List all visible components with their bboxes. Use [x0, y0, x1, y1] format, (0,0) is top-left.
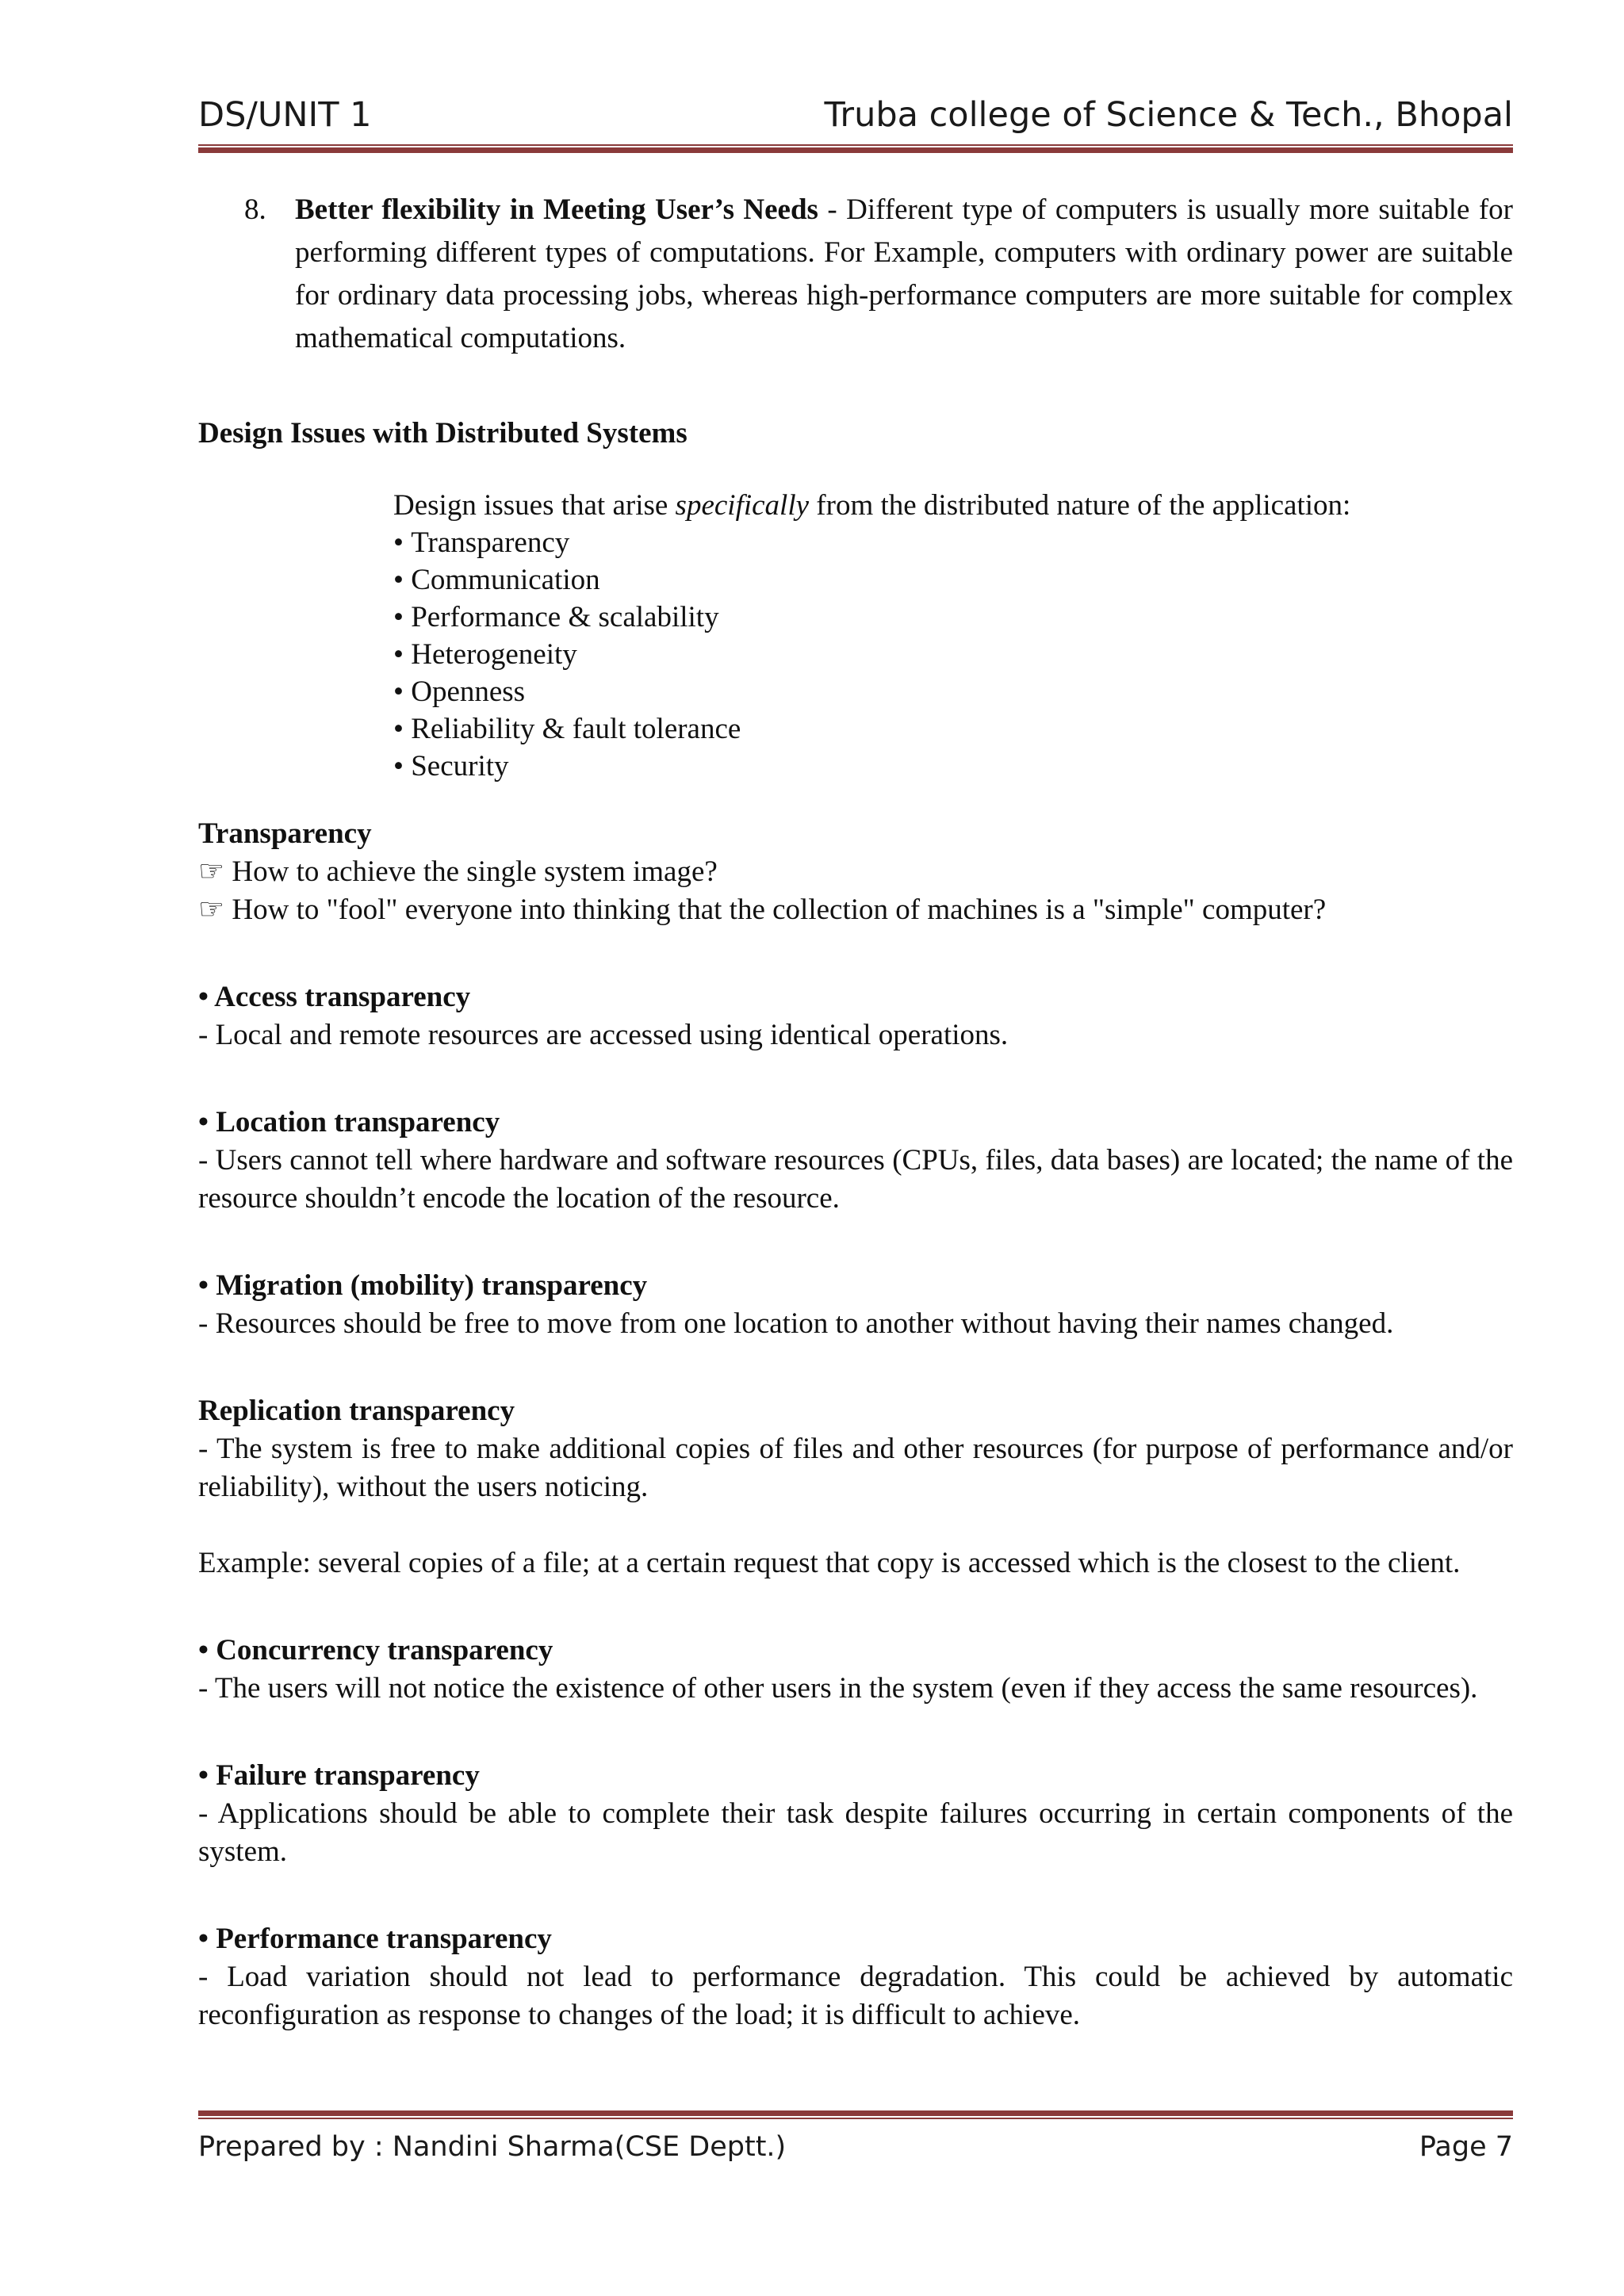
failure-title: • Failure transparency: [198, 1759, 480, 1792]
list-item: • Heterogeneity: [393, 636, 1513, 673]
list-item: • Communication: [393, 561, 1513, 599]
replication-example: Example: several copies of a file; at a certain request that copy is accessed which is the closest to the client.: [198, 1547, 1461, 1579]
access-transparency: [198, 978, 1513, 1054]
concurrency-text: - The users will not notice the existence of other users in the system (even if they access the same resources).: [198, 1672, 1478, 1705]
design-issues-title: Design Issues with Distributed Systems: [198, 417, 688, 450]
list-item: • Performance & scalability: [393, 599, 1513, 636]
access-title: • Access transparency: [198, 981, 471, 1013]
failure-transparency: [198, 1757, 1513, 1871]
location-title: • Location transparency: [198, 1106, 500, 1138]
footer-rule-thin: [198, 2118, 1513, 2119]
design-issues-list: [393, 524, 1513, 785]
design-issues-intro: [393, 487, 1513, 524]
intro-emphasis: specifically: [675, 489, 810, 522]
performance-transparency: [198, 1920, 1513, 2034]
failure-text: - Applications should be able to complete their task despite failures occurring in certain components of the system.: [198, 1797, 1513, 1868]
item-8-text: Different type of computers is usually more suitable for performing different types of computations. For Example, computers with ordinary power are suitable for ordinary data processing jobs, whereas high-performance computers are more suitable for complex mathematical computations.: [295, 193, 1513, 354]
list-item: • Transparency: [393, 524, 1513, 561]
page-content: [198, 189, 1513, 2034]
transparency-question-1: ☞ How to achieve the single system image?: [198, 855, 718, 888]
header-rule-thin: [198, 144, 1513, 146]
transparency-question-2: ☞ How to "fool" everyone into thinking that the collection of machines is a "simple" computer?: [198, 894, 1327, 926]
concurrency-transparency: [198, 1632, 1513, 1708]
item-8: [198, 189, 1513, 360]
footer-author: Prepared by : Nandini Sharma(CSE Deptt.): [198, 2131, 787, 2163]
intro-text-after: from the distributed nature of the application:: [809, 489, 1351, 522]
migration-transparency: [198, 1267, 1513, 1343]
list-item: • Reliability & fault tolerance: [393, 710, 1513, 748]
header-unit-label: DS/UNIT 1: [198, 95, 372, 135]
header-rule-thick: [198, 147, 1513, 153]
location-transparency: [198, 1104, 1513, 1218]
item-8-separator: -: [818, 193, 847, 226]
performance-title: • Performance transparency: [198, 1923, 552, 1955]
intro-text-before: Design issues that arise: [393, 489, 676, 522]
replication-title: Replication transparency: [198, 1395, 515, 1427]
list-item: • Security: [393, 748, 1513, 785]
page-number: Page 7: [1419, 2131, 1513, 2163]
header-college-name: Truba college of Science & Tech., Bhopal: [824, 95, 1513, 135]
replication-transparency: [198, 1392, 1513, 1506]
migration-title: • Migration (mobility) transparency: [198, 1269, 648, 1302]
page-header: [198, 95, 1513, 144]
migration-text: - Resources should be free to move from one location to another without having their names changed.: [198, 1307, 1394, 1340]
location-text: - Users cannot tell where hardware and software resources (CPUs, files, data bases) are located; the name of the resource shouldn’t encode the location of the resource.: [198, 1144, 1513, 1215]
item-8-number: 8.: [244, 193, 266, 226]
list-item: • Openness: [393, 673, 1513, 710]
item-8-title: Better flexibility in Meeting User’s Needs: [295, 193, 818, 226]
access-text: - Local and remote resources are accessed using identical operations.: [198, 1019, 1009, 1051]
transparency-section: [198, 815, 1513, 929]
transparency-title: Transparency: [198, 817, 372, 850]
design-issues-block: [198, 487, 1513, 785]
concurrency-title: • Concurrency transparency: [198, 1634, 553, 1667]
replication-text: - The system is free to make additional copies of files and other resources (for purpose of performance and/or reliability), without the users noticing.: [198, 1433, 1513, 1503]
footer-rule-thick: [198, 2110, 1513, 2116]
performance-text: - Load variation should not lead to performance degradation. This could be achieved by automatic reconfiguration as response to changes of the load; it is difficult to achieve.: [198, 1961, 1513, 2031]
